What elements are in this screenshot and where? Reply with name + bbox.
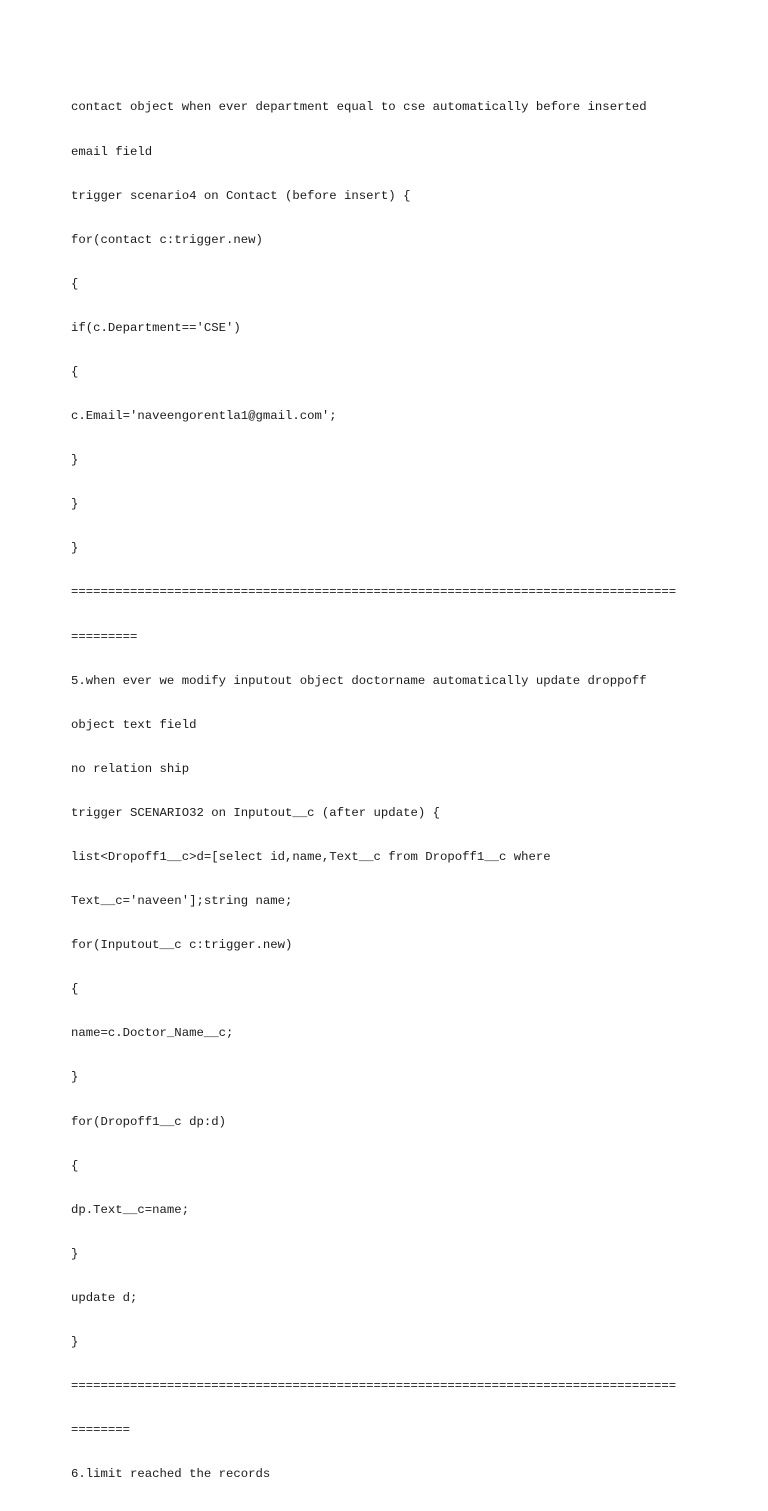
code-line: name=c.Doctor_Name__c;: [71, 1026, 234, 1041]
code-line: }: [71, 1246, 79, 1261]
text-line: 5.when ever we modify inputout object doctorname automatically update droppoff: [71, 673, 647, 688]
code-line: trigger SCENARIO32 on Inputout__c (after update) {: [71, 805, 440, 820]
code-line: Text__c='naveen'];string name;: [71, 894, 293, 909]
code-line: if(c.Department=='CSE'): [71, 320, 241, 335]
code-line: }: [71, 1335, 79, 1350]
code-line: }: [71, 541, 79, 556]
code-line: dp.Text__c=name;: [71, 1202, 190, 1217]
text-line: 6.limit reached the records: [71, 1467, 271, 1482]
code-line: }: [71, 453, 79, 468]
code-line: {: [71, 1158, 79, 1173]
text-line: object text field: [71, 717, 197, 732]
separator-line: ==================================================================================: [71, 1379, 677, 1394]
code-line: trigger scenario4 on Contact (before insert) {: [71, 188, 411, 203]
text-line: email field: [71, 144, 153, 159]
text-line: no relation ship: [71, 761, 190, 776]
code-line: for(Inputout__c c:trigger.new): [71, 938, 293, 953]
code-line: for(contact c:trigger.new): [71, 232, 263, 247]
code-line: }: [71, 497, 79, 512]
code-line: }: [71, 1070, 79, 1085]
separator-line: ========: [71, 1423, 131, 1438]
code-line: {: [71, 276, 79, 291]
code-line: {: [71, 364, 79, 379]
code-line: for(Dropoff1__c dp:d): [71, 1114, 226, 1129]
code-line: {: [71, 982, 79, 997]
code-line: c.Email='naveengorentla1@gmail.com';: [71, 409, 337, 424]
code-line: update d;: [71, 1290, 138, 1305]
document-body: [71, 71, 711, 1511]
code-line: list<Dropoff1__c>d=[select id,name,Text__c from Dropoff1__c where: [71, 850, 551, 864]
text-line: contact object when ever department equal to cse automatically before inserted: [71, 100, 647, 115]
separator-line: ==================================================================================: [71, 585, 677, 600]
separator-line: =========: [71, 629, 138, 644]
